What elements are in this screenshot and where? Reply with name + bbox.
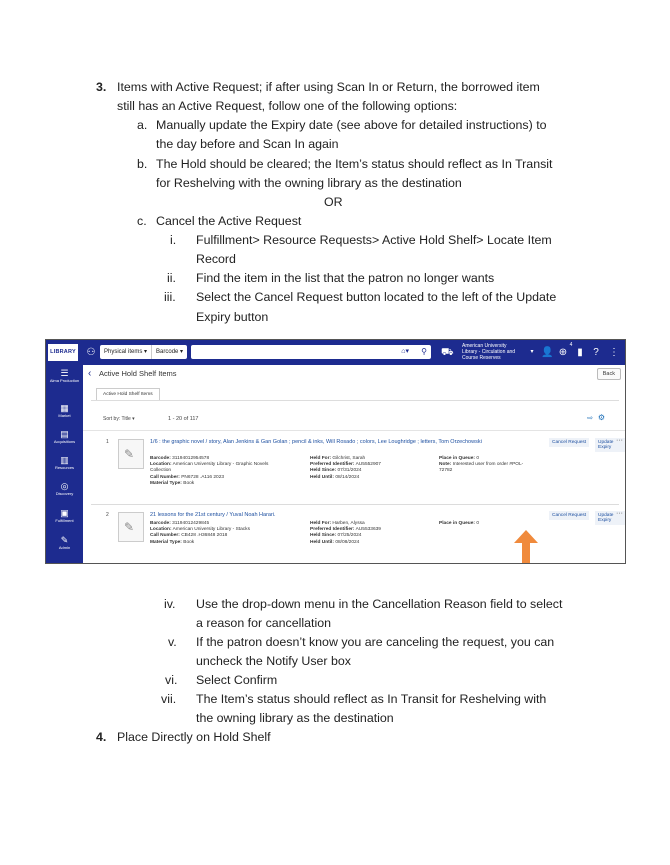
tab-bar: [91, 388, 619, 401]
note-value: Interested user from order #POL-72782: [439, 462, 524, 474]
call-number-value: PN6728 .A116 2023: [181, 474, 225, 480]
item-vi-line-1: Select Confirm: [196, 673, 278, 687]
item-i-line-2: Record: [196, 252, 236, 266]
queue-details: [439, 521, 529, 527]
sort-dropdown[interactable]: Sort by: Title ▾: [103, 416, 135, 422]
item-a-line-2: the day before and Scan In again: [156, 137, 339, 151]
hold-details: [310, 521, 430, 546]
field-key: Preferred Identifier:: [310, 462, 355, 468]
item-ii-line-1: Find the item in the list that the patron no longer wants: [196, 271, 495, 285]
field-key: Call Number:: [150, 533, 180, 539]
persons-search-icon[interactable]: ⚇: [86, 347, 96, 358]
material-type-value: Book: [183, 480, 195, 486]
location-value: American University Library - Graphic Novels Collection: [150, 462, 269, 474]
field-key: Location:: [150, 527, 172, 533]
item-a-line-1: Manually update the Expiry date (see above for detailed instructions) to: [156, 118, 547, 132]
search-icon[interactable]: ⚲: [421, 347, 427, 356]
tab-active-hold-shelf-items[interactable]: Active Hold Shelf Items: [96, 388, 160, 400]
field-key: Location:: [150, 462, 172, 468]
item-b-line-2: for Reshelving with the owning library as the destination: [156, 176, 462, 190]
item-iii-line-2: Expiry button: [196, 310, 269, 324]
update-expiry-button[interactable]: Update Expiry: [595, 438, 626, 452]
menu-alma-production[interactable]: [46, 368, 83, 383]
more-actions-icon[interactable]: ···: [616, 437, 623, 444]
held-until-value: 08/08/2024: [335, 539, 360, 545]
back-button[interactable]: Back: [597, 368, 621, 380]
update-expiry-button[interactable]: Update Expiry: [595, 511, 626, 525]
item-v-number: v.: [168, 635, 177, 649]
item-iv-line-2: a reason for cancellation: [196, 616, 332, 630]
menu-market[interactable]: [46, 403, 83, 418]
result-range: 1 - 20 of 117: [168, 416, 199, 422]
arrow-shape: [514, 530, 538, 564]
item-iii-line-1: Select the Cancel Request button located to the left of the Update: [196, 290, 557, 304]
item-vi-number: vi.: [165, 673, 178, 687]
item-iv-line-1: Use the drop-down menu in the Cancellation Reason field to select: [196, 597, 563, 611]
item-iii-number: iii.: [164, 290, 176, 304]
field-key: Held For:: [310, 521, 332, 526]
menu-admin[interactable]: [46, 535, 83, 550]
cancel-request-button[interactable]: Cancel Request: [549, 511, 589, 520]
record-title-link[interactable]: 1/6 : the graphic novel / story, Alan Jenkins & Gan Golan ; pencil & inks, Will Rosado ; colors, Lee Loughridge ; letters, Tom Orzechowski: [150, 439, 482, 445]
barcode-value: 31194012954578: [172, 456, 210, 461]
record-title-link[interactable]: 21 lessons for the 21st century / Yuval Noah Harari.: [150, 512, 276, 518]
list-item: [83, 435, 626, 501]
menu-label: Market: [58, 413, 71, 418]
main-menu-sidebar: [46, 365, 83, 564]
notification-icon[interactable]: ⊕: [558, 347, 568, 358]
field-key: Held Until:: [310, 474, 334, 480]
field-key: Barcode:: [150, 521, 171, 526]
held-until-value: 08/14/2024: [335, 474, 360, 480]
help-icon[interactable]: ?: [593, 347, 599, 358]
queue-value: 0: [476, 521, 480, 526]
menu-discovery[interactable]: [46, 481, 83, 496]
books-icon: ▥: [60, 455, 69, 465]
hold-details: [310, 456, 430, 481]
item-b-number: b.: [137, 157, 148, 171]
item-vii-line-1: The Item’s status should reflect as In Transit for Reshelving with: [196, 692, 547, 706]
search-type-dropdown[interactable]: Physical items ▾: [100, 345, 152, 359]
store-icon: ▦: [60, 403, 69, 413]
or-separator: OR: [324, 195, 343, 209]
held-since-value: 07/25/2024: [337, 533, 362, 539]
search-input[interactable]: [191, 345, 431, 359]
item-ii-number: ii.: [167, 271, 176, 285]
back-arrow-icon[interactable]: ‹: [88, 368, 92, 379]
menu-acquisitions[interactable]: [46, 429, 83, 444]
more-menu-icon[interactable]: ⋮: [609, 347, 619, 358]
held-for-value: Gilchrist, Sarah: [332, 456, 366, 461]
barcode-value: 31194012429845: [172, 521, 210, 526]
item-3-number: 3.: [96, 80, 107, 94]
more-actions-icon[interactable]: ···: [616, 510, 623, 517]
book-thumbnail[interactable]: [118, 439, 144, 469]
inbox-icon: ▣: [60, 508, 69, 518]
item-3-line-2: still has an Active Request, follow one of the following options:: [117, 99, 458, 113]
menu-label: Fulfillment: [55, 518, 74, 523]
notification-count: 4: [569, 342, 573, 348]
chevron-down-icon[interactable]: ▾: [530, 349, 534, 355]
item-vii-line-2: the owning library as the destination: [196, 711, 394, 725]
queue-details: [439, 456, 529, 475]
field-key: Barcode:: [150, 456, 171, 461]
clipboard-icon[interactable]: ▮: [577, 347, 583, 358]
field-key: Call Number:: [150, 474, 180, 480]
preferred-identifier-value: AU5552907: [355, 462, 381, 468]
list-toolbar: [83, 407, 626, 431]
queue-value: 0: [476, 456, 480, 461]
menu-fulfillment[interactable]: [46, 508, 83, 523]
item-b-line-1: The Hold should be cleared; the Item’s status should reflect as In Transit: [156, 157, 553, 171]
location-line-1: American University: [462, 343, 507, 349]
alma-screenshot: [45, 339, 626, 564]
item-c-number: c.: [137, 214, 147, 228]
held-for-value: Harben, Alyssa: [332, 521, 365, 526]
location-line-3: Course Reserves: [462, 355, 501, 361]
search-scope[interactable]: [100, 345, 187, 359]
item-vii-number: vii.: [161, 692, 177, 706]
gear-icon[interactable]: ⚙: [597, 413, 605, 422]
field-key: Held Since:: [310, 468, 337, 474]
orange-up-arrow-icon: [514, 530, 538, 564]
location-value: American University Library - Stacks: [172, 527, 250, 533]
export-icon[interactable]: ⇨: [587, 415, 593, 422]
menu-resources[interactable]: [46, 455, 83, 470]
field-key: Held For:: [310, 456, 332, 461]
search-field-dropdown[interactable]: Barcode ▾: [156, 349, 184, 355]
item-v-line-1: If the patron doesn’t know you are canceling the request, you can: [196, 635, 555, 649]
home-icon[interactable]: ⌂▾: [401, 348, 409, 355]
row-divider: [91, 504, 619, 505]
page-header: [83, 365, 626, 385]
main-content: [83, 365, 626, 564]
field-key: Note:: [439, 462, 452, 468]
item-4-number: 4.: [96, 730, 107, 744]
field-key: Material Type:: [150, 539, 182, 545]
library-logo: LIBRARY: [48, 344, 78, 361]
top-navigation-bar: [46, 340, 626, 365]
record-details: [150, 521, 290, 546]
menu-label: Discovery: [55, 491, 74, 496]
wrench-icon: ✎: [60, 535, 69, 545]
menu-label: Resources: [54, 465, 75, 470]
ledger-icon: ▤: [60, 429, 69, 439]
item-i-line-1: Fulfillment> Resource Requests> Active Hold Shelf> Locate Item: [196, 233, 552, 247]
item-i-number: i.: [170, 233, 177, 247]
cart-icon[interactable]: ⛟: [441, 347, 454, 358]
stacked-lines-icon: ☰: [60, 368, 69, 378]
item-a-number: a.: [137, 118, 148, 132]
current-location[interactable]: [462, 343, 528, 361]
menu-label: Alma Production: [49, 378, 80, 383]
item-4-line-1: Place Directly on Hold Shelf: [117, 730, 271, 744]
book-icon: ✎: [124, 520, 135, 534]
held-since-value: 07/31/2024: [337, 468, 362, 474]
cancel-request-button[interactable]: Cancel Request: [549, 438, 589, 447]
item-3-line-1: Items with Active Request; if after using Scan In or Return, the borrowed item: [117, 80, 540, 94]
material-type-value: Book: [183, 539, 195, 545]
field-key: Material Type:: [150, 480, 182, 486]
field-key: Place in Queue:: [439, 521, 475, 526]
field-key: Held Since:: [310, 533, 337, 539]
field-key: Preferred Identifier:: [310, 527, 355, 533]
field-key: Held Until:: [310, 539, 334, 545]
call-number-value: CB428 .H36848 2018: [181, 533, 228, 539]
menu-label: Acquisitions: [53, 439, 76, 444]
binoculars-icon: ◎: [60, 481, 69, 491]
book-thumbnail[interactable]: [118, 512, 144, 542]
field-key: Place in Queue:: [439, 456, 475, 461]
record-index: 2: [106, 512, 109, 518]
location-line-2: Library - Circulation and: [462, 349, 516, 355]
record-details: [150, 456, 290, 487]
preferred-identifier-value: AU5533639: [355, 527, 381, 533]
page-title: Active Hold Shelf Items: [99, 369, 177, 378]
item-iv-number: iv.: [164, 597, 176, 611]
book-icon: ✎: [124, 447, 135, 461]
user-icon[interactable]: 👤: [541, 347, 554, 358]
menu-label: Admin: [58, 545, 71, 550]
item-c-line-1: Cancel the Active Request: [156, 214, 302, 228]
record-index: 1: [106, 439, 109, 445]
list-item: [83, 508, 626, 564]
item-v-line-2: uncheck the Notify User box: [196, 654, 351, 668]
